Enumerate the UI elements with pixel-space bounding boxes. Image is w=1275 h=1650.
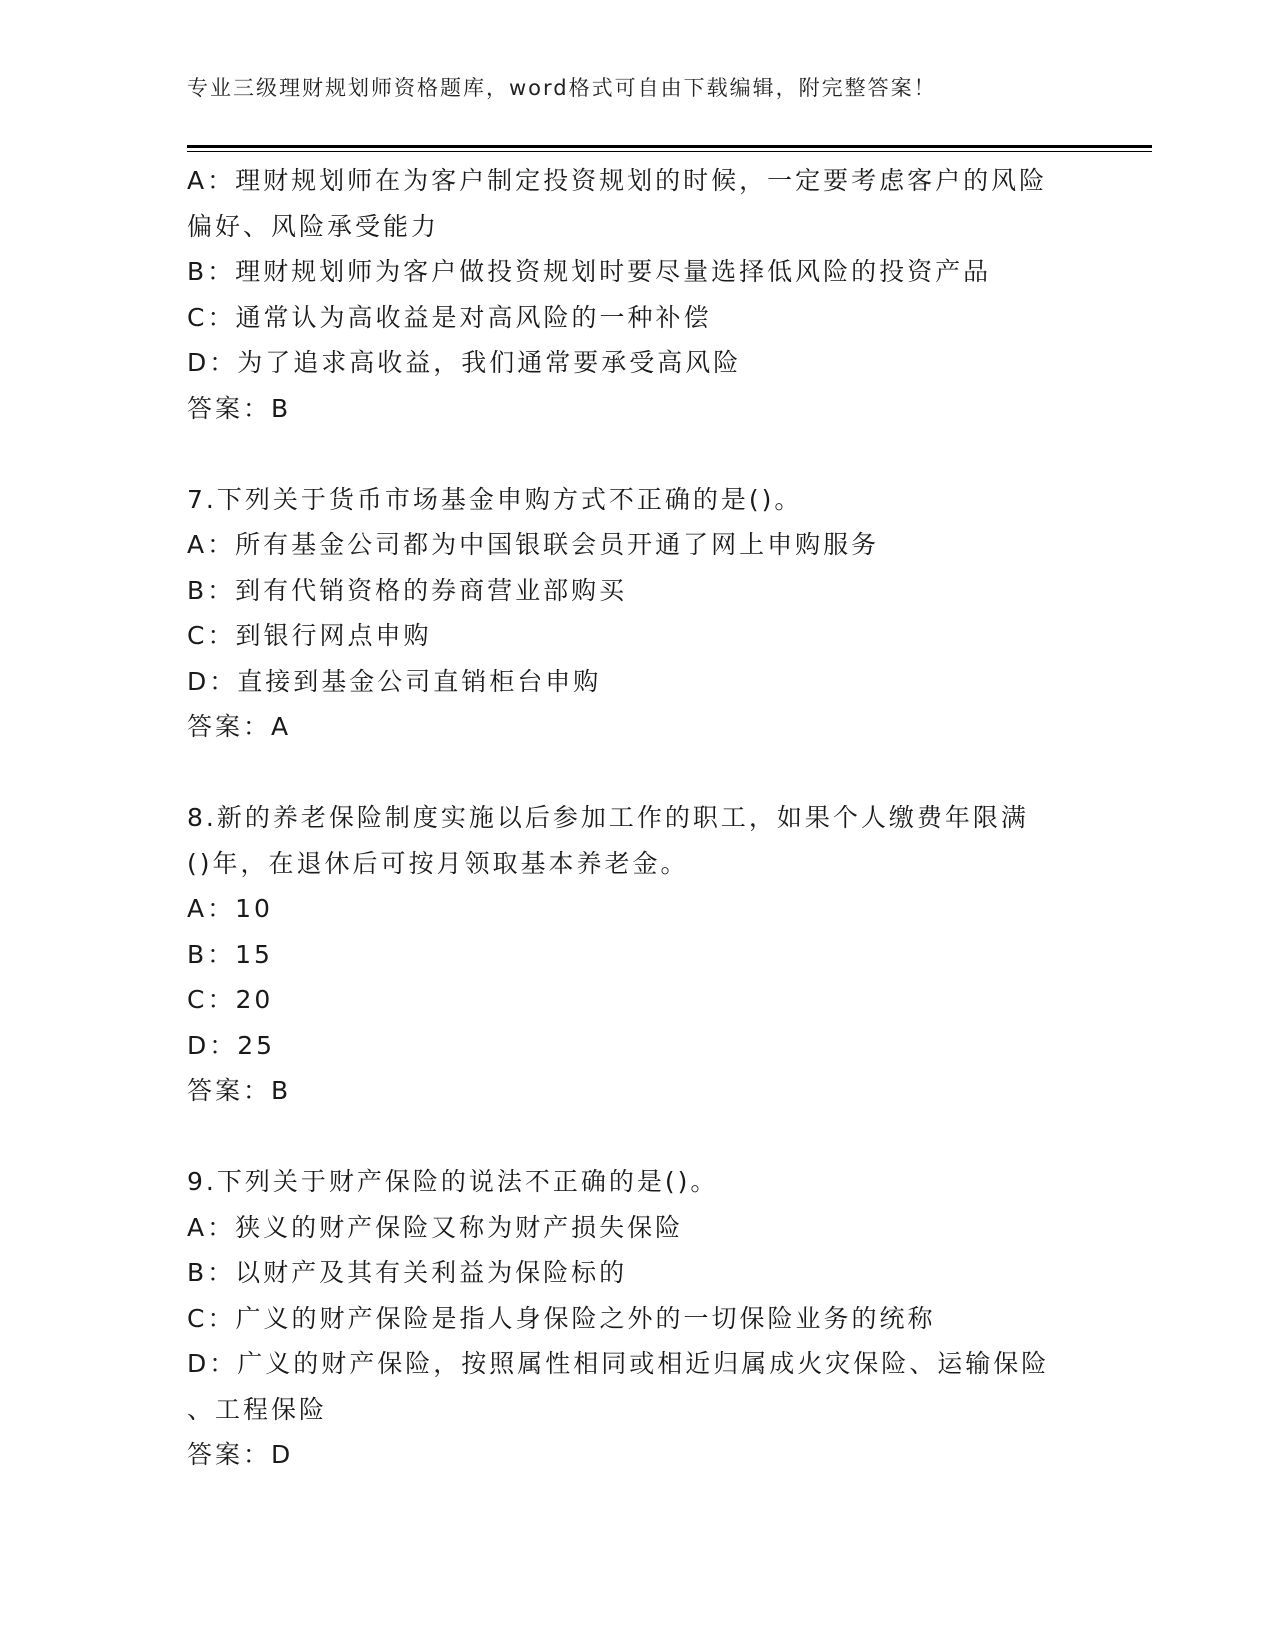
question-stem: 8.新的养老保险制度实施以后参加工作的职工，如果个人缴费年限满 <box>187 803 1029 832</box>
option-line: C：20 <box>187 985 274 1014</box>
question-stem: ()年，在退休后可按月领取基本养老金。 <box>187 848 689 878</box>
spacer <box>187 1114 1087 1160</box>
question-block-8 <box>187 795 1087 1114</box>
option-line: B：到有代销资格的券商营业部购买 <box>187 575 628 605</box>
option-line: 、工程保险 <box>187 1394 328 1424</box>
option-line: D：广义的财产保险，按照属性相同或相近归属成火灾保险、运输保险 <box>187 1349 1050 1378</box>
spacer <box>187 431 1087 477</box>
page-header: 专业三级理财规划师资格题库，word格式可自由下载编辑，附完整答案！ <box>187 76 937 100</box>
question-block-7 <box>187 477 1087 750</box>
option-line: C：广义的财产保险是指人身保险之外的一切保险业务的统称 <box>187 1303 936 1333</box>
question-stem: 9.下列关于财产保险的说法不正确的是()。 <box>187 1167 719 1196</box>
option-line: 偏好、风险承受能力 <box>187 211 440 241</box>
answer-line: 答案：A <box>187 712 292 741</box>
option-line: B：以财产及其有关利益为保险标的 <box>187 1258 628 1287</box>
question-block-9 <box>187 1159 1087 1478</box>
question-content <box>187 158 1087 1478</box>
option-line: B：15 <box>187 939 273 969</box>
answer-line: 答案：B <box>187 393 292 423</box>
option-line: D：为了追求高收益，我们通常要承受高风险 <box>187 348 742 377</box>
option-line: C：到银行网点申购 <box>187 621 432 650</box>
option-line: D：直接到基金公司直销柜台申购 <box>187 666 602 696</box>
option-line: B：理财规划师为客户做投资规划时要尽量选择低风险的投资产品 <box>187 257 992 286</box>
question-stem: 7.下列关于货币市场基金申购方式不正确的是()。 <box>187 484 803 514</box>
option-line: D：25 <box>187 1030 276 1060</box>
header-divider-thin <box>187 151 1152 152</box>
answer-line: 答案：B <box>187 1076 292 1105</box>
option-line: A：10 <box>187 894 273 923</box>
header-divider-thick <box>187 145 1152 148</box>
option-line: A：理财规划师在为客户制定投资规划的时候，一定要考虑客户的风险 <box>187 166 1048 195</box>
option-line: A：狭义的财产保险又称为财产损失保险 <box>187 1212 684 1242</box>
question-block-prev <box>187 158 1087 431</box>
option-line: A：所有基金公司都为中国银联会员开通了网上申购服务 <box>187 530 880 559</box>
option-line: C：通常认为高收益是对高风险的一种补偿 <box>187 302 712 332</box>
answer-line: 答案：D <box>187 1440 294 1469</box>
spacer <box>187 750 1087 796</box>
